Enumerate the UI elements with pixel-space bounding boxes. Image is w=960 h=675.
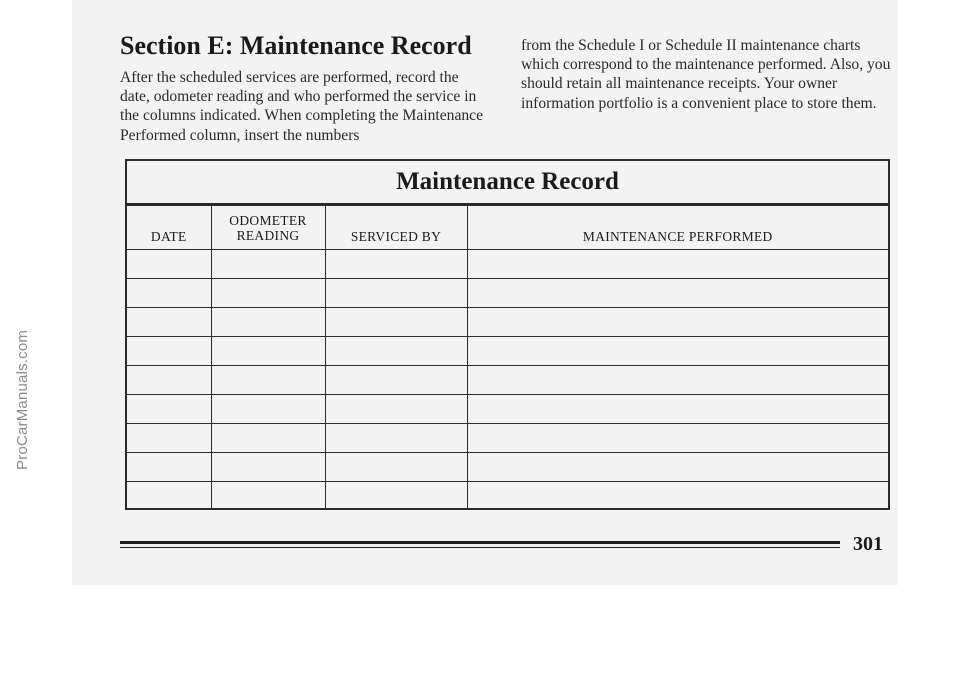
date-cell [127,308,211,337]
odometer-cell [211,453,325,482]
footer-rule-thin [120,547,840,548]
maintenance-performed-cell [467,482,888,511]
maintenance-performed-cell [467,424,888,453]
column-header-date: DATE [127,206,211,250]
record-row [127,308,888,337]
odometer-cell [211,308,325,337]
odometer-label-line2: READING [236,227,300,243]
serviced-by-cell [325,250,467,279]
intro-paragraph-left: After the scheduled services are performed, record the date, odometer reading and who performed the service in the columns indicated. When completing the Maintenance Performed column, insert the numbers [120,69,484,144]
record-row [127,395,888,424]
record-row [127,366,888,395]
maintenance-performed-cell [467,250,888,279]
odometer-cell [211,337,325,366]
odometer-cell [211,395,325,424]
footer-rule-thick [120,541,840,544]
serviced-by-cell [325,337,467,366]
date-cell [127,453,211,482]
record-title: Maintenance Record [127,161,888,205]
record-row [127,279,888,308]
maintenance-record-table [125,159,890,510]
date-cell [127,482,211,511]
date-cell [127,424,211,453]
date-cell [127,395,211,424]
odometer-label-line1: ODOMETER [229,212,307,228]
serviced-by-cell [325,366,467,395]
serviced-by-cell [325,453,467,482]
serviced-by-cell [325,395,467,424]
record-body [127,250,888,511]
odometer-cell [211,279,325,308]
section-title: Section E: Maintenance Record [120,31,472,60]
serviced-by-cell [325,482,467,511]
maintenance-performed-cell [467,395,888,424]
odometer-cell [211,482,325,511]
record-row [127,424,888,453]
record-row [127,482,888,511]
date-cell [127,250,211,279]
column-header-maintenance-performed: MAINTENANCE PERFORMED [467,206,888,250]
maintenance-performed-cell [467,453,888,482]
odometer-cell [211,366,325,395]
record-row [127,250,888,279]
page-number: 301 [853,533,883,555]
record-row [127,453,888,482]
date-cell [127,366,211,395]
date-cell [127,337,211,366]
maintenance-performed-cell [467,366,888,395]
intro-paragraph-right: from the Schedule I or Schedule II maintenance charts which correspond to the maintenance performed. Also, you should retain all maintenance receipts. Your owner information portfolio is a convenient place to store them. [521,37,891,112]
column-header-serviced-by: SERVICED BY [325,206,467,250]
odometer-cell [211,424,325,453]
odometer-cell [211,250,325,279]
watermark: ProCarManuals.com [14,329,31,470]
date-cell [127,279,211,308]
header-row [127,206,888,250]
serviced-by-cell [325,308,467,337]
maintenance-performed-cell [467,337,888,366]
column-header-odometer [211,206,325,250]
maintenance-performed-cell [467,308,888,337]
record-grid [127,205,888,510]
serviced-by-cell [325,279,467,308]
record-row [127,337,888,366]
maintenance-performed-cell [467,279,888,308]
serviced-by-cell [325,424,467,453]
